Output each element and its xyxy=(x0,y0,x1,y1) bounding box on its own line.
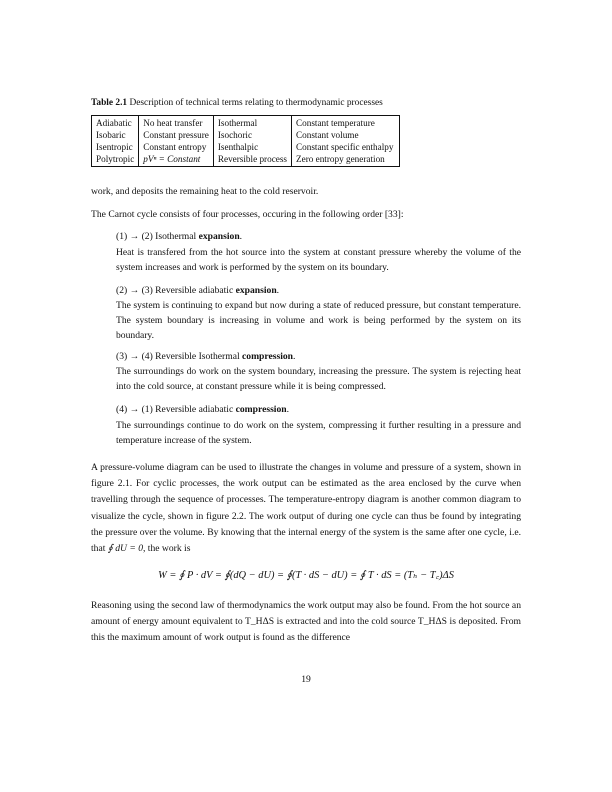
table-cell: Isobaric xyxy=(92,129,139,141)
process-2-heading xyxy=(116,283,279,298)
terms-table xyxy=(91,115,400,167)
process-4-heading-text: (4) → (1) Reversible adiabatic xyxy=(116,404,236,415)
table-row xyxy=(92,153,400,167)
pv-paragraph-text: A pressure-volume diagram can be used to illustrate the changes in volume and pressure of a system, shown in figure 2.1. For cyclic processes, the work output can be estimated as the area enclosed by the curve when travelling through the sequence of processes. The temperature-entropy diagram is another common diagram to visualize the cycle, shown in figure 2.2. The work output of during one cycle can thus be found by integrating the pressure over the volume. By knowing that the internal energy of the system is the same after one cycle, i.e. that xyxy=(91,462,521,555)
table-caption-text: Description of technical terms relating to thermodynamic processes xyxy=(129,98,383,108)
table-cell: Isenthalpic xyxy=(213,141,291,153)
process-2-body: The system is continuing to expand but now during a state of reduced pressure, but constant temperature. The system boundary is increasing in volume and work is being performed by the system on its boundary. xyxy=(116,300,521,341)
work-equation: W = ∮ P · dV = ∮(dQ − dU) = ∮(T · dS − dU) = ∮ T · dS = (Tₕ − T꜀)ΔS xyxy=(158,570,454,581)
table-caption xyxy=(91,96,383,111)
table-cell: Constant entropy xyxy=(139,141,214,153)
table-cell: Constant temperature xyxy=(296,118,375,128)
table-row xyxy=(92,116,400,130)
continuation-paragraph: work, and deposits the remaining heat to the cold reservoir. xyxy=(91,186,319,197)
pv-diagram-paragraph xyxy=(91,460,521,557)
process-4-heading-bold: compression xyxy=(235,404,287,415)
process-1-heading-text: (1) → (2) Isothermal xyxy=(116,231,199,242)
process-4-heading xyxy=(116,402,289,417)
process-1-heading xyxy=(116,229,242,244)
process-3-heading-bold: compression xyxy=(242,351,294,362)
table-label: Table 2.1 xyxy=(91,98,128,108)
table-row xyxy=(92,141,400,153)
table-cell: Isothermal xyxy=(213,116,291,130)
process-3-heading xyxy=(116,349,295,364)
table-cell: Reversible process xyxy=(213,153,291,167)
page-number: 19 xyxy=(301,674,311,685)
table-cell: Adiabatic xyxy=(92,116,139,130)
pv-paragraph-end: , the work is xyxy=(143,543,191,555)
process-4-heading-end: . xyxy=(286,404,290,415)
table-cell: Zero entropy generation xyxy=(296,154,385,164)
process-1-body: Heat is transfered from the hot source into the system at constant pressure whereby the volume of the system increases and work is performed by the system on its boundary. xyxy=(116,247,521,273)
process-4-body: The surroundings continue to do work on the system, compressing it further resulting in a pressure and temperature increase of the system. xyxy=(116,420,521,446)
table-cell: No heat transfer xyxy=(139,116,214,130)
process-2-heading-bold: expansion xyxy=(235,285,277,296)
process-1-heading-end: . xyxy=(239,231,243,242)
process-2-heading-text: (2) → (3) Reversible adiabatic xyxy=(116,285,236,296)
reasoning-paragraph: Reasoning using the second law of thermodynamics the work output may also be found. From the hot source an amount of energy amount equivalent to T_HΔS is extracted and into the cold source T_HΔS is deposited. From this the maximum amount of work output is found as the difference xyxy=(91,600,521,644)
table-cell: Isochoric xyxy=(213,129,291,141)
table-cell: Isentropic xyxy=(92,141,139,153)
process-1-heading-bold: expansion xyxy=(198,231,240,242)
table-cell: pVⁿ = Constant xyxy=(139,153,214,167)
process-3-heading-end: . xyxy=(293,351,296,362)
table-row xyxy=(92,129,400,141)
table-cell: Constant specific enthalpy xyxy=(296,142,394,152)
inline-math: ∮ dU = 0 xyxy=(107,543,143,555)
process-2-heading-end: . xyxy=(276,285,280,296)
table-cell: Polytropic xyxy=(92,153,139,167)
carnot-intro: The Carnot cycle consists of four processes, occuring in the following order [33]: xyxy=(91,209,404,220)
table-cell: Constant volume xyxy=(296,130,359,140)
process-3-body: The surroundings do work on the system boundary, increasing the pressure. The system is rejecting heat into the cold source, at constant pressure while it is being compressed. xyxy=(116,366,521,392)
table-cell: Constant pressure xyxy=(139,129,214,141)
process-3-heading-text: (3) → (4) Reversible Isothermal xyxy=(116,351,243,362)
